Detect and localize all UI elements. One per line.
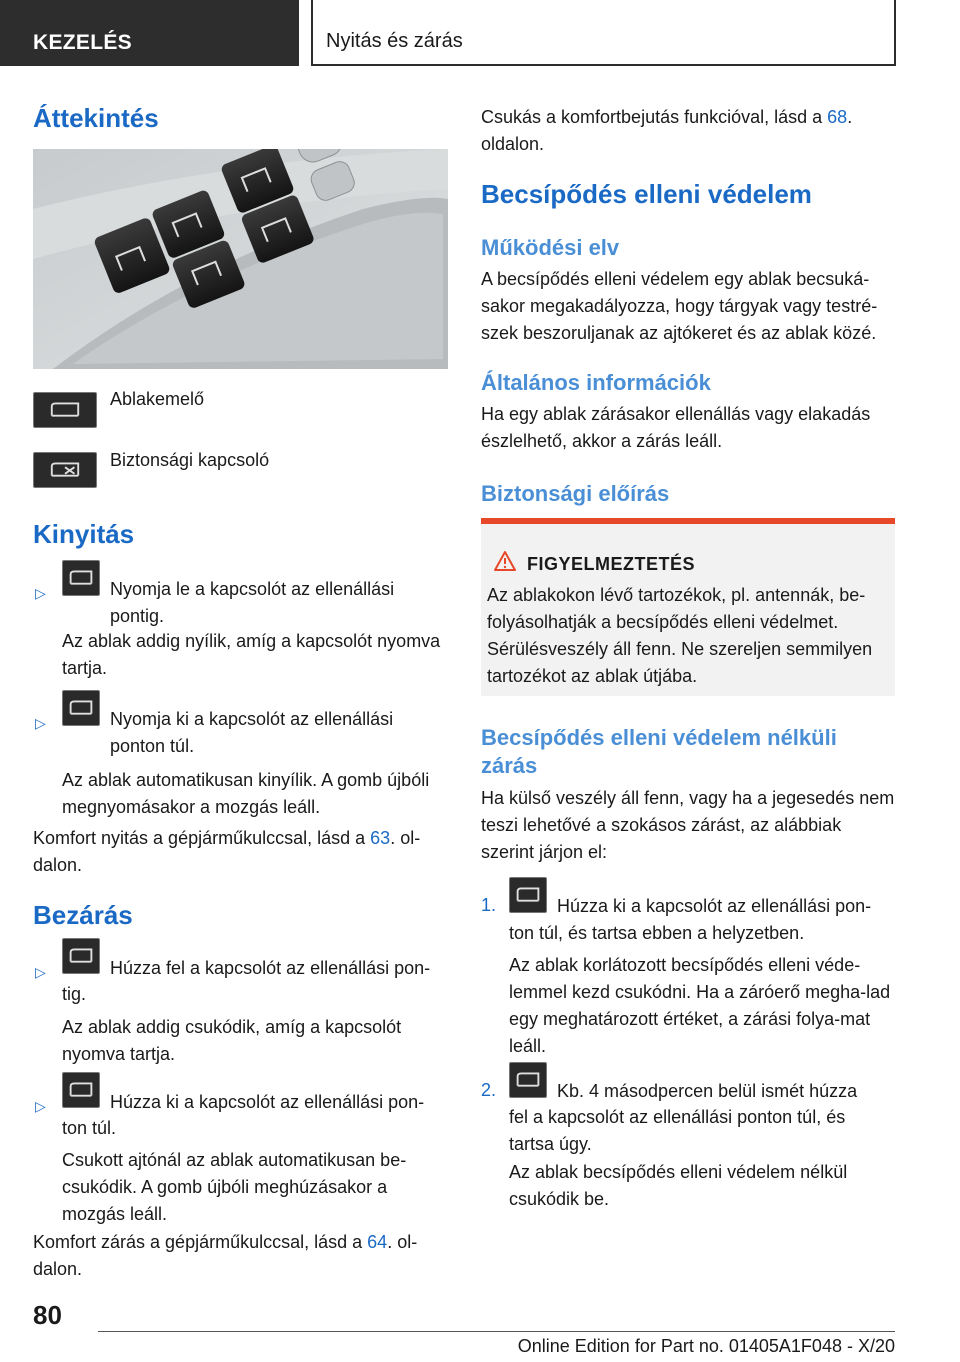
page-link-64[interactable]: 64: [367, 1232, 388, 1252]
general-info-heading: Általános információk: [481, 370, 711, 395]
window-switch-icon: [509, 877, 547, 913]
warning-triangle-icon: [493, 550, 517, 572]
bullet-arrow-icon: ▷: [35, 715, 46, 731]
footer-divider: [98, 1331, 895, 1332]
open-heading: Kinyitás: [33, 519, 135, 549]
close-step-2-text: Húzza ki a kapcsolót az ellenállási pon‐: [110, 1092, 425, 1112]
step-number: 1.: [481, 895, 497, 915]
open-comfort-text: Komfort nyitás a gépjárműkulccsal, lásd a 63. ol‐ dalon.: [33, 828, 421, 875]
page-link-68[interactable]: 68: [827, 107, 848, 127]
close-step-2-note: Csukott ajtónál az ablak automatikusan be‐csukódik. A gomb újbóli meghúzásakor a mozgás leáll.: [62, 1150, 407, 1224]
comfort-entry-text: Csukás a komfortbejutás funkcióval, lásd a 68. oldalon.: [481, 107, 853, 154]
step-number: 2.: [481, 1080, 497, 1100]
general-info-text: Ha egy ablak zárásakor ellenállás vagy elakadás észlelhető, akkor a zárás leáll.: [481, 404, 871, 451]
close-step-2-text2: ton túl.: [62, 1118, 117, 1138]
edition-footer: Online Edition for Part no. 01405A1F048 - X/20: [517, 1336, 895, 1356]
step-2-note: Az ablak becsípődés elleni védelem nélkül csukódik be.: [509, 1162, 848, 1209]
without-protection-heading: Becsípődés elleni védelem nélküli zárás: [481, 725, 837, 778]
step-1-text2: ton túl, és tartsa ebben a helyzetben.: [509, 923, 805, 943]
step-1-text: Húzza ki a kapcsolót az ellenállási pon‐: [557, 896, 872, 916]
bullet-arrow-icon: ▷: [35, 1098, 46, 1114]
step-2-text: Kb. 4 másodpercen belül ismét húzza: [557, 1081, 858, 1101]
page-link-63[interactable]: 63: [370, 828, 391, 848]
open-step-2-note: Az ablak automatikusan kinyílik. A gomb újbóli megnyomásakor a mozgás leáll.: [62, 770, 430, 817]
open-step-1-text: Nyomja le a kapcsolót az ellenállási pontig.: [110, 579, 395, 626]
window-switch-icon: [62, 690, 100, 726]
window-switch-icon: [62, 560, 100, 596]
safety-heading: Biztonsági előírás: [481, 481, 670, 506]
principle-heading: Működési elv: [481, 235, 620, 260]
bullet-arrow-icon: ▷: [35, 585, 46, 601]
page-number: 80: [33, 1300, 62, 1330]
page-header: [0, 0, 960, 66]
warning-title: FIGYELMEZTETÉS: [527, 554, 696, 574]
principle-text: A becsípődés elleni védelem egy ablak becsuká‐sakor megakadályozza, hogy tárgyak vagy testré‐szek beszoruljanak az ajtókeret és az ablak közé.: [481, 269, 878, 343]
window-switch-photo: [33, 149, 448, 369]
bullet-arrow-icon: ▷: [35, 964, 46, 980]
without-protection-text: Ha külső veszély áll fenn, vagy ha a jegesedés nem teszi lehetővé a szokásos zárást, az alábbiak szerint járjon el:: [481, 788, 895, 862]
legend-safety-label: Biztonsági kapcsoló: [110, 450, 270, 470]
chapter-title: Nyitás és zárás: [311, 0, 896, 66]
warning-box: [481, 518, 895, 696]
step-2-text2: fel a kapcsolót az ellenállási ponton túl, és tartsa úgy.: [509, 1107, 846, 1154]
window-switch-icon: [33, 392, 97, 428]
warning-text: Az ablakokon lévő tartozékok, pl. antennák, be‐folyásolhatják a becsípődés elleni védelmet. Sérülésveszély áll fenn. Ne szereljen semmilyen tartozékot az ablak útjába.: [487, 585, 873, 686]
section-tab: KEZELÉS: [0, 0, 299, 66]
open-step-1-note: Az ablak addig nyílik, amíg a kapcsolót nyomva tartja.: [62, 631, 441, 678]
window-switch-icon: [62, 1072, 100, 1108]
close-step-1-text2: tig.: [62, 984, 87, 1004]
legend-window-label: Ablakemelő: [110, 389, 205, 409]
overview-heading: Áttekintés: [33, 103, 159, 133]
close-step-1-note: Az ablak addig csukódik, amíg a kapcsolót nyomva tartja.: [62, 1017, 402, 1064]
safety-switch-icon: [33, 452, 97, 488]
close-step-1-text: Húzza fel a kapcsolót az ellenállási pon‐: [110, 958, 431, 978]
window-switch-icon: [509, 1062, 547, 1098]
close-comfort-text: Komfort zárás a gépjárműkulccsal, lásd a 64. ol‐ dalon.: [33, 1232, 418, 1279]
window-switch-icon: [62, 938, 100, 974]
step-1-note: Az ablak korlátozott becsípődés elleni véde‐lemmel kezd csukódni. Ha a záróerő megha‐lad egy meghatározott értéket, a zárási folya‐mat leáll.: [509, 955, 891, 1056]
open-step-2-text: Nyomja ki a kapcsolót az ellenállási ponton túl.: [110, 709, 394, 756]
pinch-protection-heading: Becsípődés elleni védelem: [481, 179, 812, 209]
close-heading: Bezárás: [33, 900, 133, 930]
